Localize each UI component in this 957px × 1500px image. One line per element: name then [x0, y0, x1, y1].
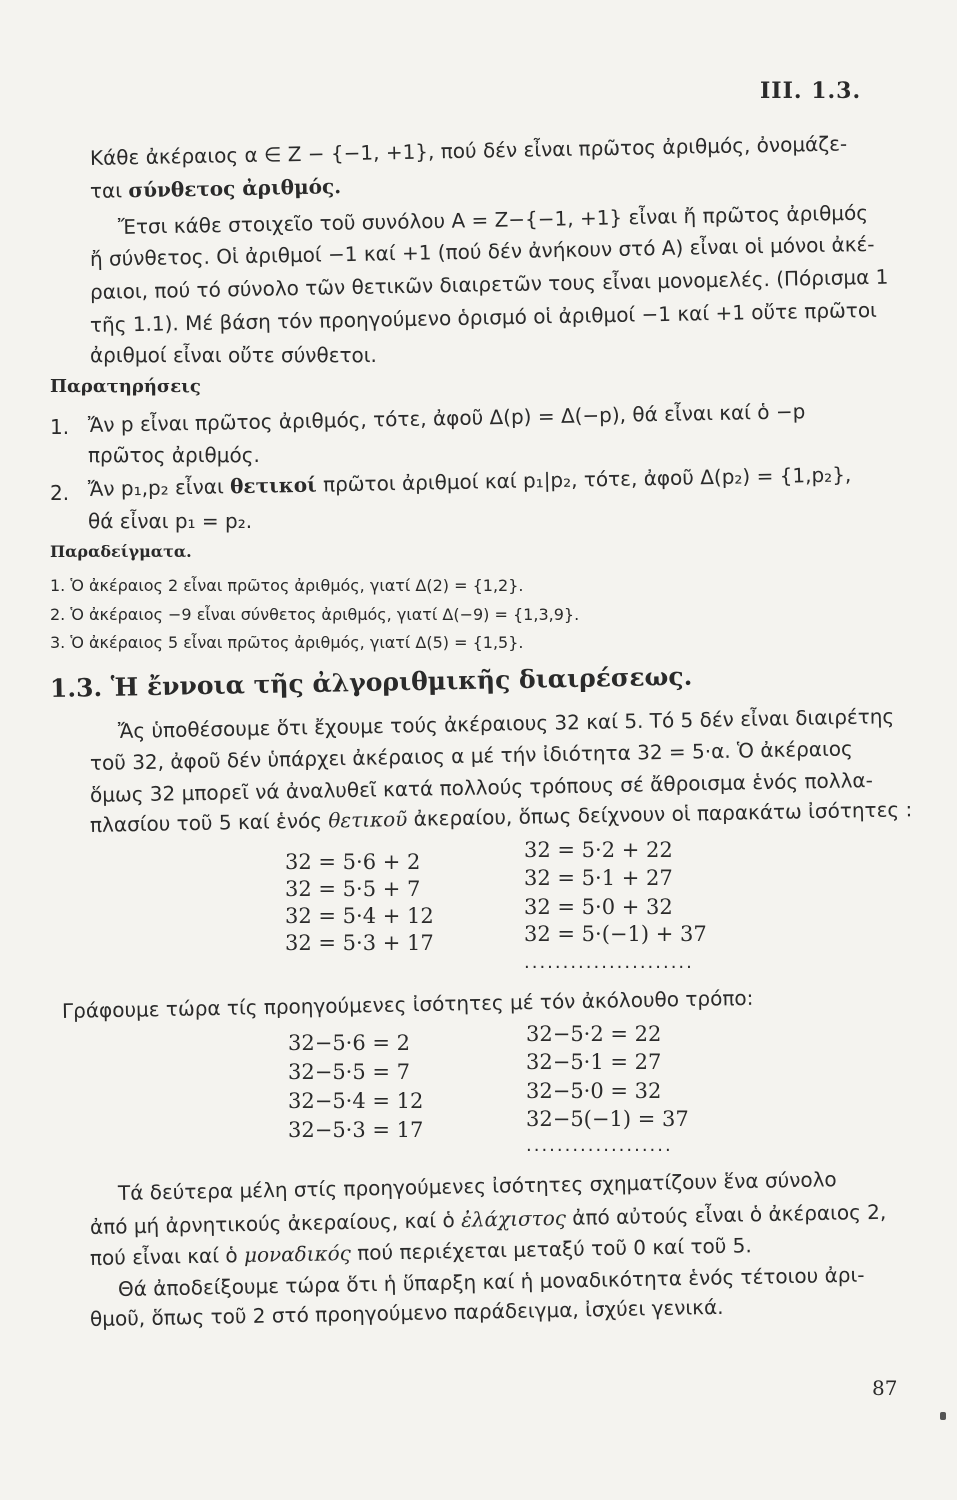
closing-text-d: πού περιέχεται μεταξύ τοῦ 0 καί τοῦ 5. — [350, 1233, 752, 1265]
closing-line-4: Θά ἀποδείξουμε τώρα ὅτι ἡ ὕπαρξη καί ἡ μοναδικότητα ἑνός τέτοιου ἀρι- — [117, 1262, 865, 1301]
eq2-right-4: 32−5(−1) = 37 — [526, 1107, 689, 1131]
eq1-right-3: 32 = 5·0 + 32 — [524, 895, 673, 919]
eq2-right-2: 32−5·1 = 27 — [526, 1050, 662, 1074]
remark-2-line-2: θά εἶναι p₁ = p₂. — [88, 509, 253, 533]
scan-speck — [940, 1412, 946, 1420]
section-italic-positive: θετικοῦ — [328, 806, 408, 833]
closing-text-b: ἀπό αὐτούς εἶναι ὁ ἀκέραιος 2, — [565, 1199, 887, 1230]
closing-italic-least: ἐλάχιστος — [460, 1205, 567, 1232]
eq1-right-2: 32 = 5·1 + 27 — [524, 866, 673, 890]
eq1-right-1: 32 = 5·2 + 22 — [524, 838, 673, 862]
remark-1-number: 1. — [50, 415, 70, 439]
eq1-left-2: 32 = 5·5 + 7 — [285, 877, 421, 901]
intro-line-1: Κάθε ἀκέραιος α ∈ Z − {−1, +1}, πού δέν εἶναι πρῶτος ἀριθμός, ὀνομάζε- — [89, 131, 848, 170]
closing-line-5: θμοῦ, ὅπως τοῦ 2 στό προηγούμενο παράδειγμα, ἰσχύει γενικά. — [89, 1294, 724, 1331]
intro-line-6: τῆς 1.1). Μέ βάση τόν προηγούμενο ὁρισμό οἱ ἀριθμοί −1 καί +1 οὔτε πρῶτοι — [89, 297, 878, 337]
eq2-right-1: 32−5·2 = 22 — [526, 1022, 662, 1046]
eq1-right-4: 32 = 5·(−1) + 37 — [524, 922, 707, 946]
intro-line-7: ἀριθμοί εἶναι οὔτε σύνθετοι. — [90, 343, 377, 367]
closing-italic-unique: μοναδικός — [243, 1240, 352, 1268]
example-1: 1. Ὁ ἀκέραιος 2 εἶναι πρῶτος ἀριθμός, γιατί Δ(2) = {1,2}. — [50, 576, 524, 595]
section-para-line-1: Ἄς ὑποθέσουμε ὅτι ἔχουμε τούς ἀκέραιους 32 καί 5. Τό 5 δέν εἶναι διαιρέτης — [117, 704, 895, 743]
intro-line-5: ραιοι, πού τό σύνολο τῶν θετικῶν διαιρετῶν τους εἶναι μονομελές. (Πόρισμα 1 — [89, 264, 889, 304]
closing-line-1: Τά δεύτερα μέλη στίς προηγούμενες ἰσότητες σχηματίζουν ἕνα σύνολο — [117, 1167, 837, 1205]
running-header: III. 1.3. — [760, 78, 862, 104]
section-para-line-3: ὅμως 32 μπορεῖ νά ἀναλυθεῖ κατά πολλούς τρόπους σέ ἄθροισμα ἑνός πολλα- — [89, 767, 874, 807]
remark-1-line-2: πρῶτος ἀριθμός. — [88, 443, 260, 467]
eq1-ellipsis: ...................... — [524, 952, 694, 973]
eq2-left-4: 32−5·3 = 17 — [288, 1118, 424, 1142]
section-text-a: πλασίου τοῦ 5 καί ἑνός — [89, 808, 329, 837]
eq2-right-3: 32−5·0 = 32 — [526, 1079, 662, 1103]
intro-line-2 — [90, 171, 342, 206]
eq1-left-3: 32 = 5·4 + 12 — [285, 904, 434, 928]
eq2-left-3: 32−5·4 = 12 — [288, 1089, 424, 1113]
example-3: 3. Ὁ ἀκέραιος 5 εἶναι πρῶτος ἀριθμός, γιατί Δ(5) = {1,5}. — [50, 633, 524, 652]
section-text-b: ἀκεραίου, ὅπως δείχνουν οἱ παρακάτω ἰσότητες : — [407, 797, 913, 831]
eq2-left-1: 32−5·6 = 2 — [288, 1031, 411, 1055]
remark-2-text-b: πρῶτοι ἀριθμοί καί p₁|p₂, τότε, ἀφοῦ Δ(p₂) = {1,p₂}, — [316, 462, 852, 497]
section-title: 1.3. Ἡ ἔννοια τῆς ἀλγοριθμικῆς διαιρέσεως. — [49, 661, 693, 703]
remark-2-number: 2. — [50, 481, 70, 505]
eq2-left-2: 32−5·5 = 7 — [288, 1060, 411, 1084]
example-2: 2. Ὁ ἀκέραιος −9 εἶναι σύνθετος ἀριθμός, γιατί Δ(−9) = {1,3,9}. — [50, 605, 580, 624]
remarks-heading: Παρατηρήσεις — [50, 376, 201, 397]
intro-text: ται — [89, 178, 129, 203]
closing-text-c: πού εἶναι καί ὁ — [89, 1243, 245, 1270]
section-para-line-2: τοῦ 32, ἀφοῦ δέν ὑπάρχει ἀκέραιος α μέ τήν ἰδιότητα 32 = 5·α. Ὁ ἀκέραιος — [89, 736, 853, 775]
remark-2-text-a: Ἄν p₁,p₂ εἶναι — [87, 474, 231, 501]
closing-text-a: ἀπό μή ἀρνητικούς ἀκεραίους, καί ὁ — [89, 1207, 462, 1239]
write-line: Γράφουμε τώρα τίς προηγούμενες ἰσότητες μέ τόν ἀκόλουθο τρόπο: — [61, 985, 754, 1023]
page-number: 87 — [872, 1376, 898, 1400]
eq2-ellipsis: ................... — [526, 1135, 673, 1156]
defined-term-composite: σύνθετος ἀριθμός. — [128, 174, 342, 203]
eq1-left-4: 32 = 5·3 + 17 — [285, 931, 434, 955]
examples-heading: Παραδείγματα. — [50, 542, 192, 561]
intro-line-4: ἤ σύνθετος. Οἱ ἀριθμοί −1 καί +1 (πού δέν ἀνήκουν στό A) εἶναι οἱ μόνοι ἀκέ- — [89, 231, 875, 271]
eq1-left-1: 32 = 5·6 + 2 — [285, 850, 421, 874]
intro-line-3: Ἔτσι κάθε στοιχεῖο τοῦ συνόλου A = Z−{−1, +1} εἶναι ἤ πρῶτος ἀριθμός — [117, 200, 869, 239]
remark-2-bold-positive: θετικοί — [229, 472, 317, 499]
remark-1-line-1: Ἄν p εἶναι πρῶτος ἀριθμός, τότε, ἀφοῦ Δ(p) = Δ(−p), θά εἶναι καί ὁ −p — [87, 399, 806, 437]
